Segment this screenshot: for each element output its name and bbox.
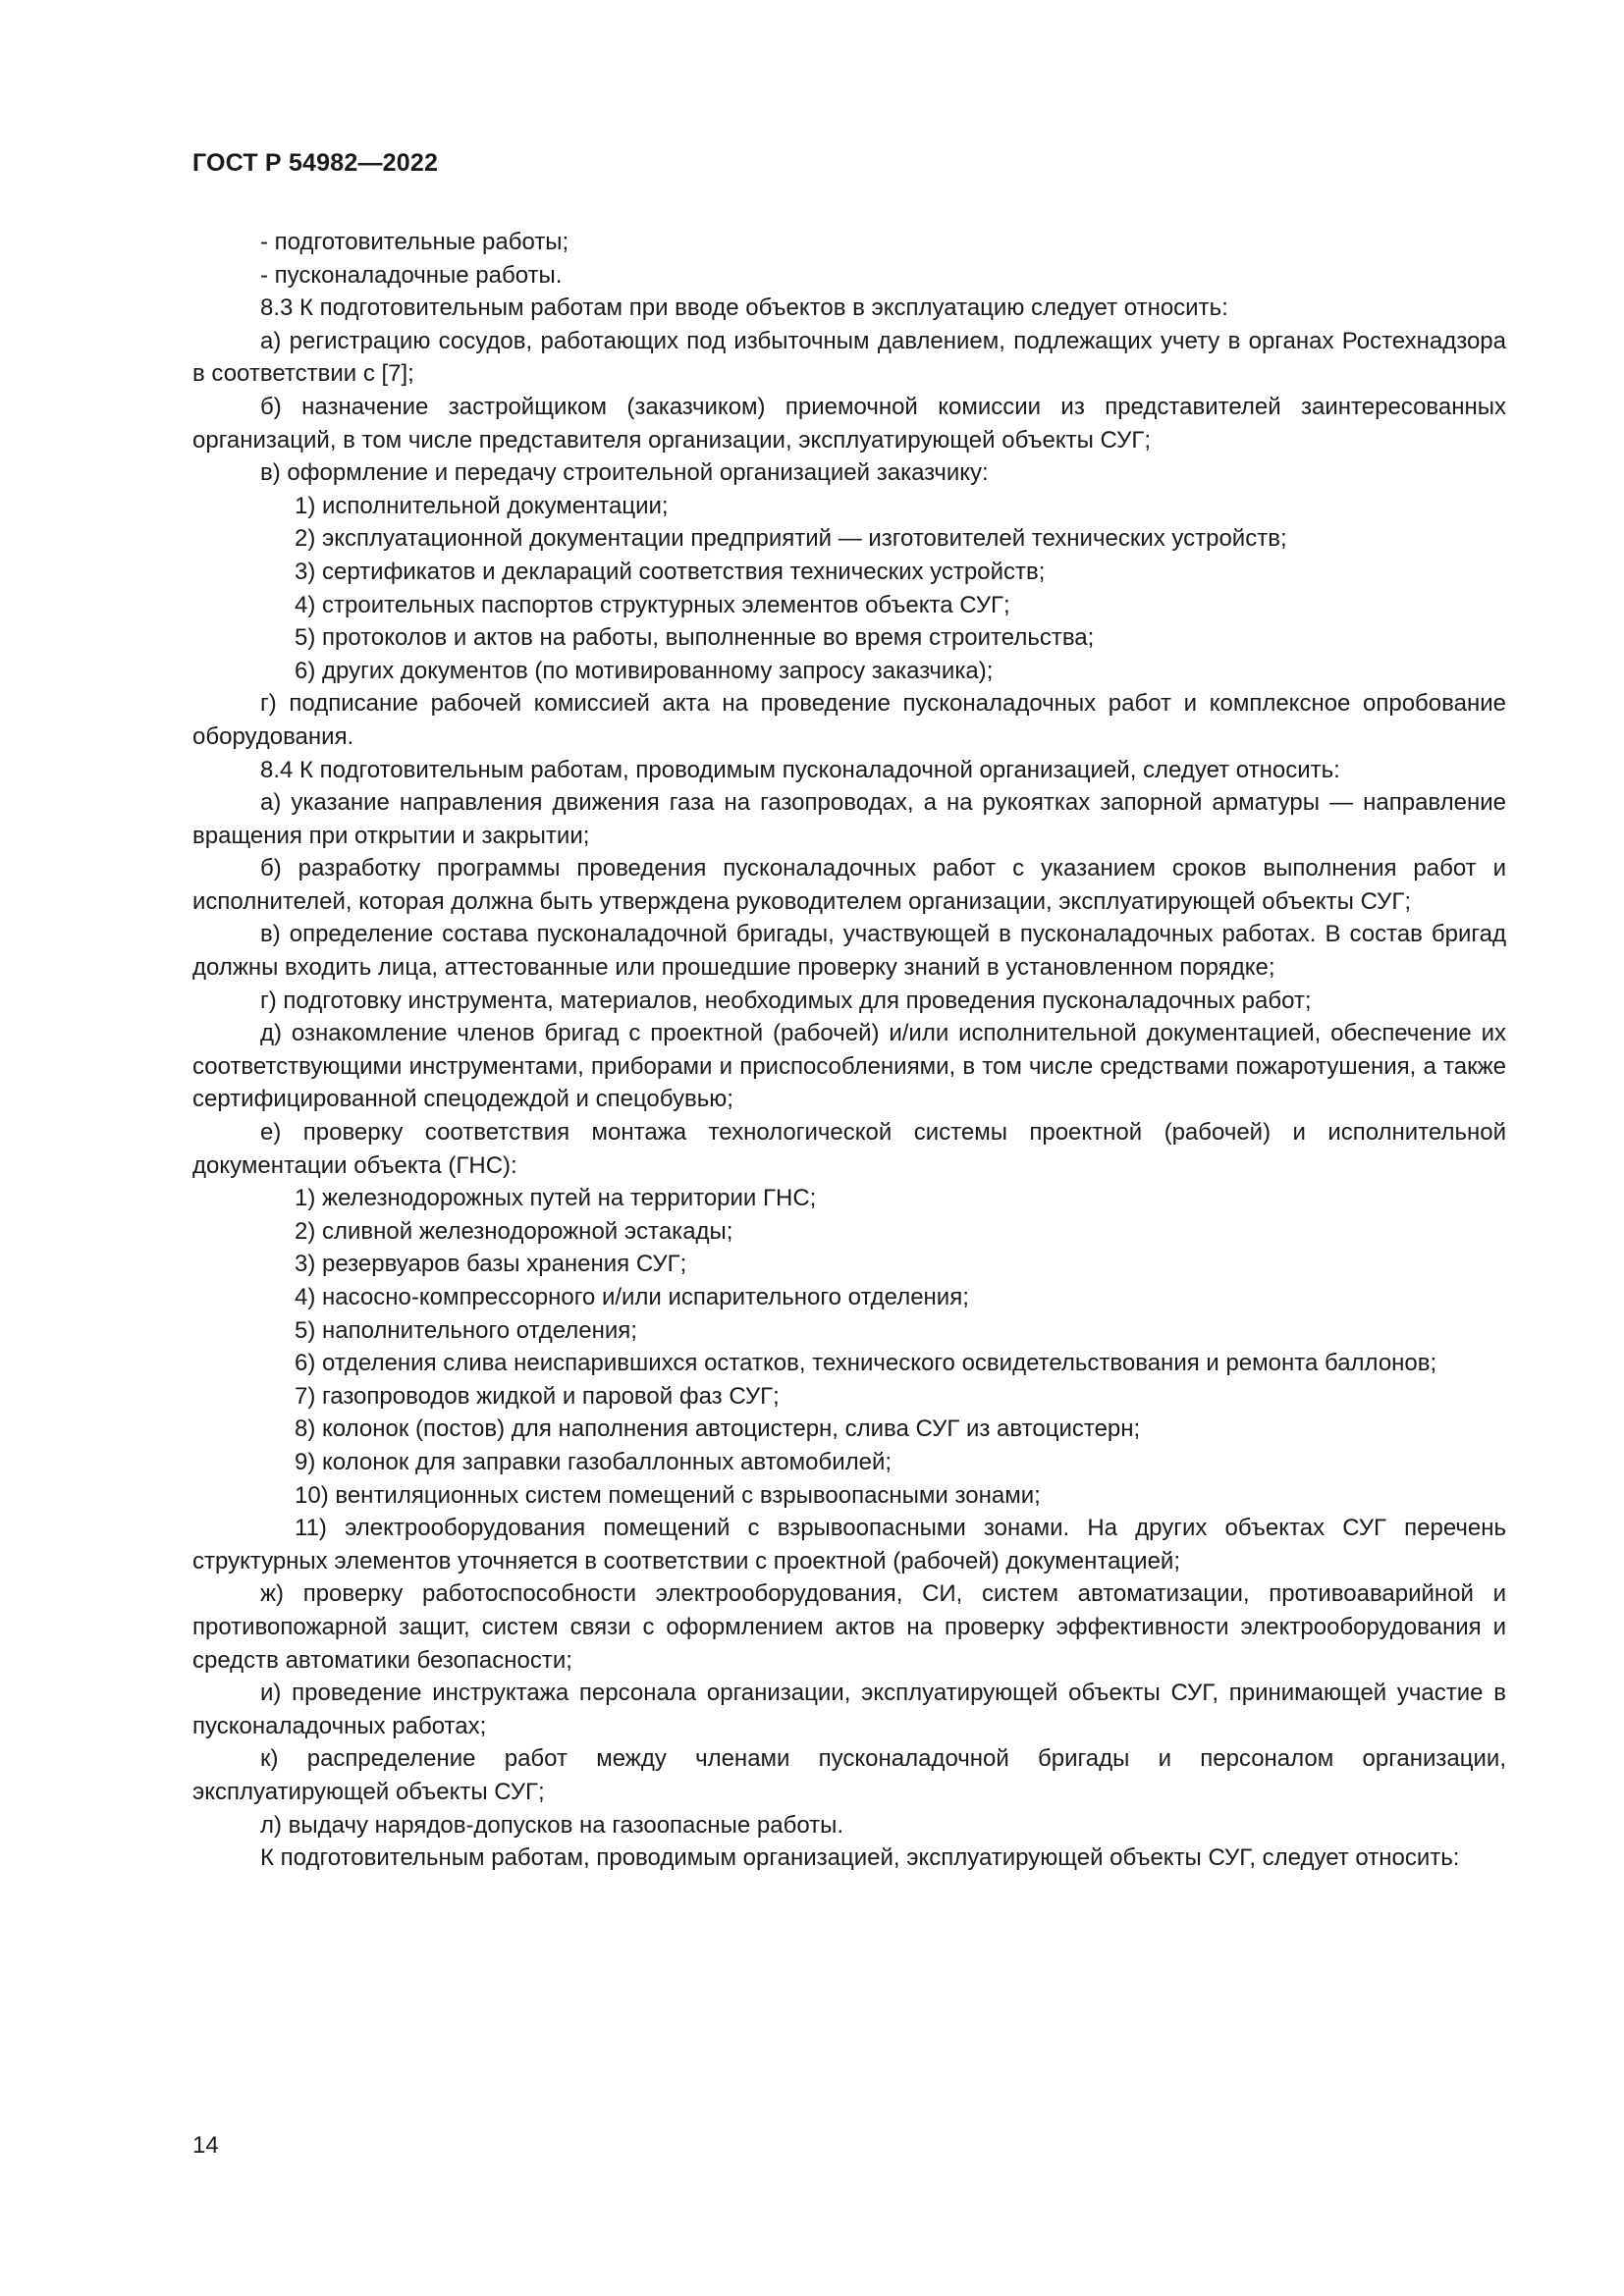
paragraph: г) подготовку инструмента, материалов, необходимых для проведения пусконаладочных работ; [260, 987, 1312, 1014]
paragraph: а) указание направления движения газа на газопроводах, а на рукоятках запорной арматуры — направление вращения при открытии и закрытии; [192, 789, 1506, 849]
paragraph: 6) других документов (по мотивированному запросу заказчика); [295, 657, 994, 684]
paragraph: 3) сертификатов и деклараций соответствия технических устройств; [295, 558, 1046, 585]
paragraph: 3) резервуаров базы хранения СУГ; [295, 1251, 687, 1278]
paragraph: 9) колонок для заправки газобаллонных автомобилей; [295, 1448, 893, 1475]
paragraph: к) распределение работ между членами пусконаладочной бригады и персоналом организации, эксплуатирующей объекты СУГ; [192, 1745, 1506, 1805]
paragraph: д) ознакомление членов бригад с проектной (рабочей) и/или исполнительной документацией, обеспечение их соответствующими инструментами, приборами и приспособлениями, в том числе средствами пожаротушения, а также сертифицированной спецодеждой и спецобувью; [192, 1020, 1506, 1113]
paragraph: 4) строительных паспортов структурных элементов объекта СУГ; [295, 591, 1010, 618]
paragraph: ж) проверку работоспособности электрооборудования, СИ, систем автоматизации, противоаварийной и противопожарной защит, систем связи с оформлением актов на проверку эффективности электрооборудования и средств автоматики безопасности; [192, 1580, 1506, 1674]
paragraph: 11) электрооборудования помещений с взрывоопасными зонами. На других объектах СУГ перечень структурных элементов уточняется в соответствии с проектной (рабочей) документацией; [192, 1515, 1506, 1575]
paragraph: К подготовительным работам, проводимым организацией, эксплуатирующей объекты СУГ, следует относить: [260, 1844, 1460, 1872]
paragraph: 1) исполнительной документации; [295, 492, 669, 519]
paragraph: 6) отделения слива неиспарившихся остатков, технического освидетельствования и ремонта баллонов; [295, 1350, 1437, 1377]
paragraph: в) определение состава пусконаладочной бригады, участвующей в пусконаладочных работах. В состав бригад должны входить лица, аттестованные или прошедшие проверку знаний в установленном порядке; [192, 921, 1506, 982]
paragraph: 10) вентиляционных систем помещений с взрывоопасными зонами; [295, 1481, 1041, 1509]
document-body [192, 226, 1506, 1875]
paragraph: 1) железнодорожных путей на территории ГНС; [295, 1185, 817, 1212]
paragraph: - подготовительные работы; [260, 229, 569, 255]
paragraph: 5) протоколов и актов на работы, выполненные во время строительства; [295, 624, 1095, 652]
paragraph: 7) газопроводов жидкой и паровой фаз СУГ; [295, 1382, 780, 1410]
paragraph: в) оформление и передачу строительной организацией заказчику: [260, 459, 989, 487]
paragraph: - пусконаладочные работы. [260, 261, 563, 289]
paragraph: 4) насосно-компрессорного и/или испарительного отделения; [295, 1284, 969, 1310]
paragraph: 2) эксплуатационной документации предприятий — изготовителей технических устройств; [295, 525, 1287, 553]
paragraph: 8.3 К подготовительным работам при вводе объектов в эксплуатацию следует относить: [260, 294, 1228, 322]
paragraph: 8.4 К подготовительным работам, проводимым пусконаладочной организацией, следует относить: [260, 756, 1340, 783]
paragraph: б) разработку программы проведения пусконаладочных работ с указанием сроков выполнения работ и исполнителей, которая должна быть утверждена руководителем организации, эксплуатирующей объекты СУГ; [192, 855, 1506, 915]
page-number: 14 [192, 2132, 219, 2159]
paragraph: 5) наполнительного отделения; [295, 1316, 637, 1344]
paragraph: е) проверку соответствия монтажа технологической системы проектной (рабочей) и исполнительной документации объекта (ГНС): [192, 1119, 1506, 1179]
paragraph: 8) колонок (постов) для наполнения автоцистерн, слива СУГ из автоцистерн; [295, 1415, 1141, 1443]
paragraph: 2) сливной железнодорожной эстакады; [295, 1217, 733, 1245]
paragraph: г) подписание рабочей комиссией акта на проведение пусконаладочных работ и комплексное опробование оборудования. [192, 690, 1506, 750]
paragraph: а) регистрацию сосудов, работающих под избыточным давлением, подлежащих учету в органах Ростехнадзора в соответствии с [7]; [192, 327, 1506, 388]
paragraph: л) выдачу нарядов-допусков на газоопасные работы. [260, 1811, 844, 1839]
paragraph: б) назначение застройщиком (заказчиком) приемочной комиссии из представителей заинтересованных организаций, в том числе представителя организации, эксплуатирующей объекты СУГ; [192, 393, 1506, 454]
paragraph: и) проведение инструктажа персонала организации, эксплуатирующей объекты СУГ, принимающей участие в пусконаладочных работах; [192, 1680, 1506, 1739]
page-header-standard-id: ГОСТ Р 54982—2022 [192, 149, 439, 177]
